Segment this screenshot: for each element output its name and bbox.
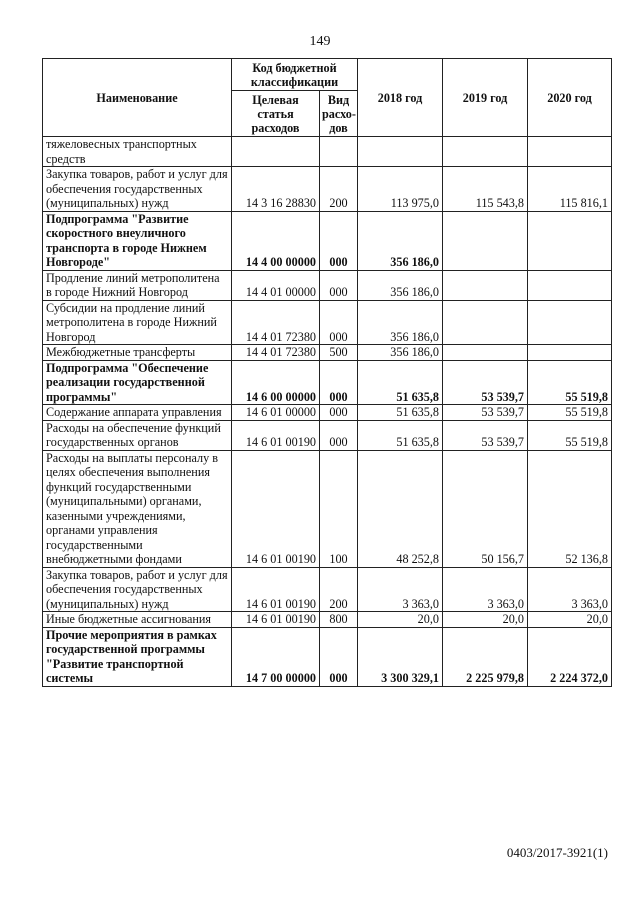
table-row [43,612,612,628]
cell-target-code: 14 3 16 28830 [232,167,320,212]
cell-2020 [528,300,612,345]
cell-2018: 356 186,0 [358,300,443,345]
cell-2020 [528,345,612,361]
page-number: 149 [309,34,331,49]
cell-2019: 115 543,8 [443,167,528,212]
cell-target-code [232,137,320,167]
cell-2018: 356 186,0 [358,270,443,300]
cell-name: Подпрограмма "Развитие скоростного внеуличного транспорта в городе Нижнем Новгороде" [43,211,232,270]
cell-2019 [443,345,528,361]
header-2019: 2019 год [443,59,528,137]
cell-2020: 20,0 [528,612,612,628]
cell-expense-kind: 000 [320,211,358,270]
cell-name: Прочие мероприятия в рамках государственной программы "Развитие транспортной системы [43,627,232,686]
cell-2018: 3 363,0 [358,567,443,612]
cell-expense-kind: 200 [320,167,358,212]
cell-2019 [443,270,528,300]
cell-2019: 53 539,7 [443,420,528,450]
cell-2018: 51 635,8 [358,420,443,450]
cell-target-code: 14 4 01 72380 [232,345,320,361]
cell-target-code: 14 4 00 00000 [232,211,320,270]
cell-expense-kind: 000 [320,627,358,686]
table-row [43,450,612,567]
cell-2019: 53 539,7 [443,360,528,405]
cell-2020: 52 136,8 [528,450,612,567]
table-row [43,345,612,361]
cell-2020: 2 224 372,0 [528,627,612,686]
cell-expense-kind: 000 [320,300,358,345]
cell-name: Расходы на обеспечение функций государственных органов [43,420,232,450]
cell-expense-kind: 000 [320,270,358,300]
cell-name: Иные бюджетные ассигнования [43,612,232,628]
cell-2018: 356 186,0 [358,211,443,270]
cell-target-code: 14 4 01 00000 [232,270,320,300]
cell-2020: 55 519,8 [528,420,612,450]
cell-2019 [443,211,528,270]
cell-name: Субсидии на продление линий метрополитена в городе Нижний Новгород [43,300,232,345]
cell-2019: 50 156,7 [443,450,528,567]
cell-name: тяжеловесных транспортных средств [43,137,232,167]
header-target-article: Целевая статья расходов [232,91,320,137]
cell-2019 [443,137,528,167]
table-row [43,300,612,345]
cell-expense-kind: 500 [320,345,358,361]
cell-2018: 20,0 [358,612,443,628]
cell-2020 [528,270,612,300]
cell-2018: 113 975,0 [358,167,443,212]
cell-2020: 115 816,1 [528,167,612,212]
cell-name: Закупка товаров, работ и услуг для обеспечения государственных (муниципальных) нужд [43,567,232,612]
cell-2020 [528,211,612,270]
cell-2020: 3 363,0 [528,567,612,612]
cell-target-code: 14 4 01 72380 [232,300,320,345]
cell-2019 [443,300,528,345]
cell-2019: 3 363,0 [443,567,528,612]
cell-target-code: 14 7 00 00000 [232,627,320,686]
header-2018: 2018 год [358,59,443,137]
cell-2018: 48 252,8 [358,450,443,567]
cell-expense-kind: 000 [320,360,358,405]
cell-2018: 51 635,8 [358,360,443,405]
cell-target-code: 14 6 01 00190 [232,567,320,612]
cell-2018: 3 300 329,1 [358,627,443,686]
cell-2019: 2 225 979,8 [443,627,528,686]
cell-target-code: 14 6 01 00000 [232,405,320,421]
cell-2018 [358,137,443,167]
cell-2019: 53 539,7 [443,405,528,421]
cell-expense-kind [320,137,358,167]
cell-expense-kind: 800 [320,612,358,628]
table-row [43,270,612,300]
table-row [43,167,612,212]
cell-2018: 51 635,8 [358,405,443,421]
cell-2020: 55 519,8 [528,360,612,405]
table-row [43,405,612,421]
header-code-group: Код бюджетной классификации [232,59,358,91]
cell-name: Подпрограмма "Обеспечение реализации государственной программы" [43,360,232,405]
header-expense-kind: Вид расхо-дов [320,91,358,137]
cell-target-code: 14 6 00 00000 [232,360,320,405]
table-row [43,211,612,270]
cell-2018: 356 186,0 [358,345,443,361]
cell-target-code: 14 6 01 00190 [232,450,320,567]
cell-name: Закупка товаров, работ и услуг для обеспечения государственных (муниципальных) нужд [43,167,232,212]
cell-name: Содержание аппарата управления [43,405,232,421]
table-row [43,627,612,686]
budget-table [42,58,612,687]
cell-expense-kind: 100 [320,450,358,567]
cell-target-code: 14 6 01 00190 [232,420,320,450]
cell-expense-kind: 000 [320,405,358,421]
cell-name: Продление линий метрополитена в городе Нижний Новгород [43,270,232,300]
cell-2019: 20,0 [443,612,528,628]
table-row [43,420,612,450]
cell-name: Межбюджетные трансферты [43,345,232,361]
cell-2020: 55 519,8 [528,405,612,421]
cell-expense-kind: 200 [320,567,358,612]
header-name: Наименование [43,59,232,137]
header-2020: 2020 год [528,59,612,137]
cell-name: Расходы на выплаты персоналу в целях обеспечения выполнения функций государственными (муниципальными) органами, казенными учреждениями, органами управления государственными внебюджетными фондами [43,450,232,567]
table-row [43,360,612,405]
cell-target-code: 14 6 01 00190 [232,612,320,628]
document-code: 0403/2017-3921(1) [506,845,608,860]
table-row [43,567,612,612]
table-row [43,137,612,167]
cell-2020 [528,137,612,167]
cell-expense-kind: 000 [320,420,358,450]
